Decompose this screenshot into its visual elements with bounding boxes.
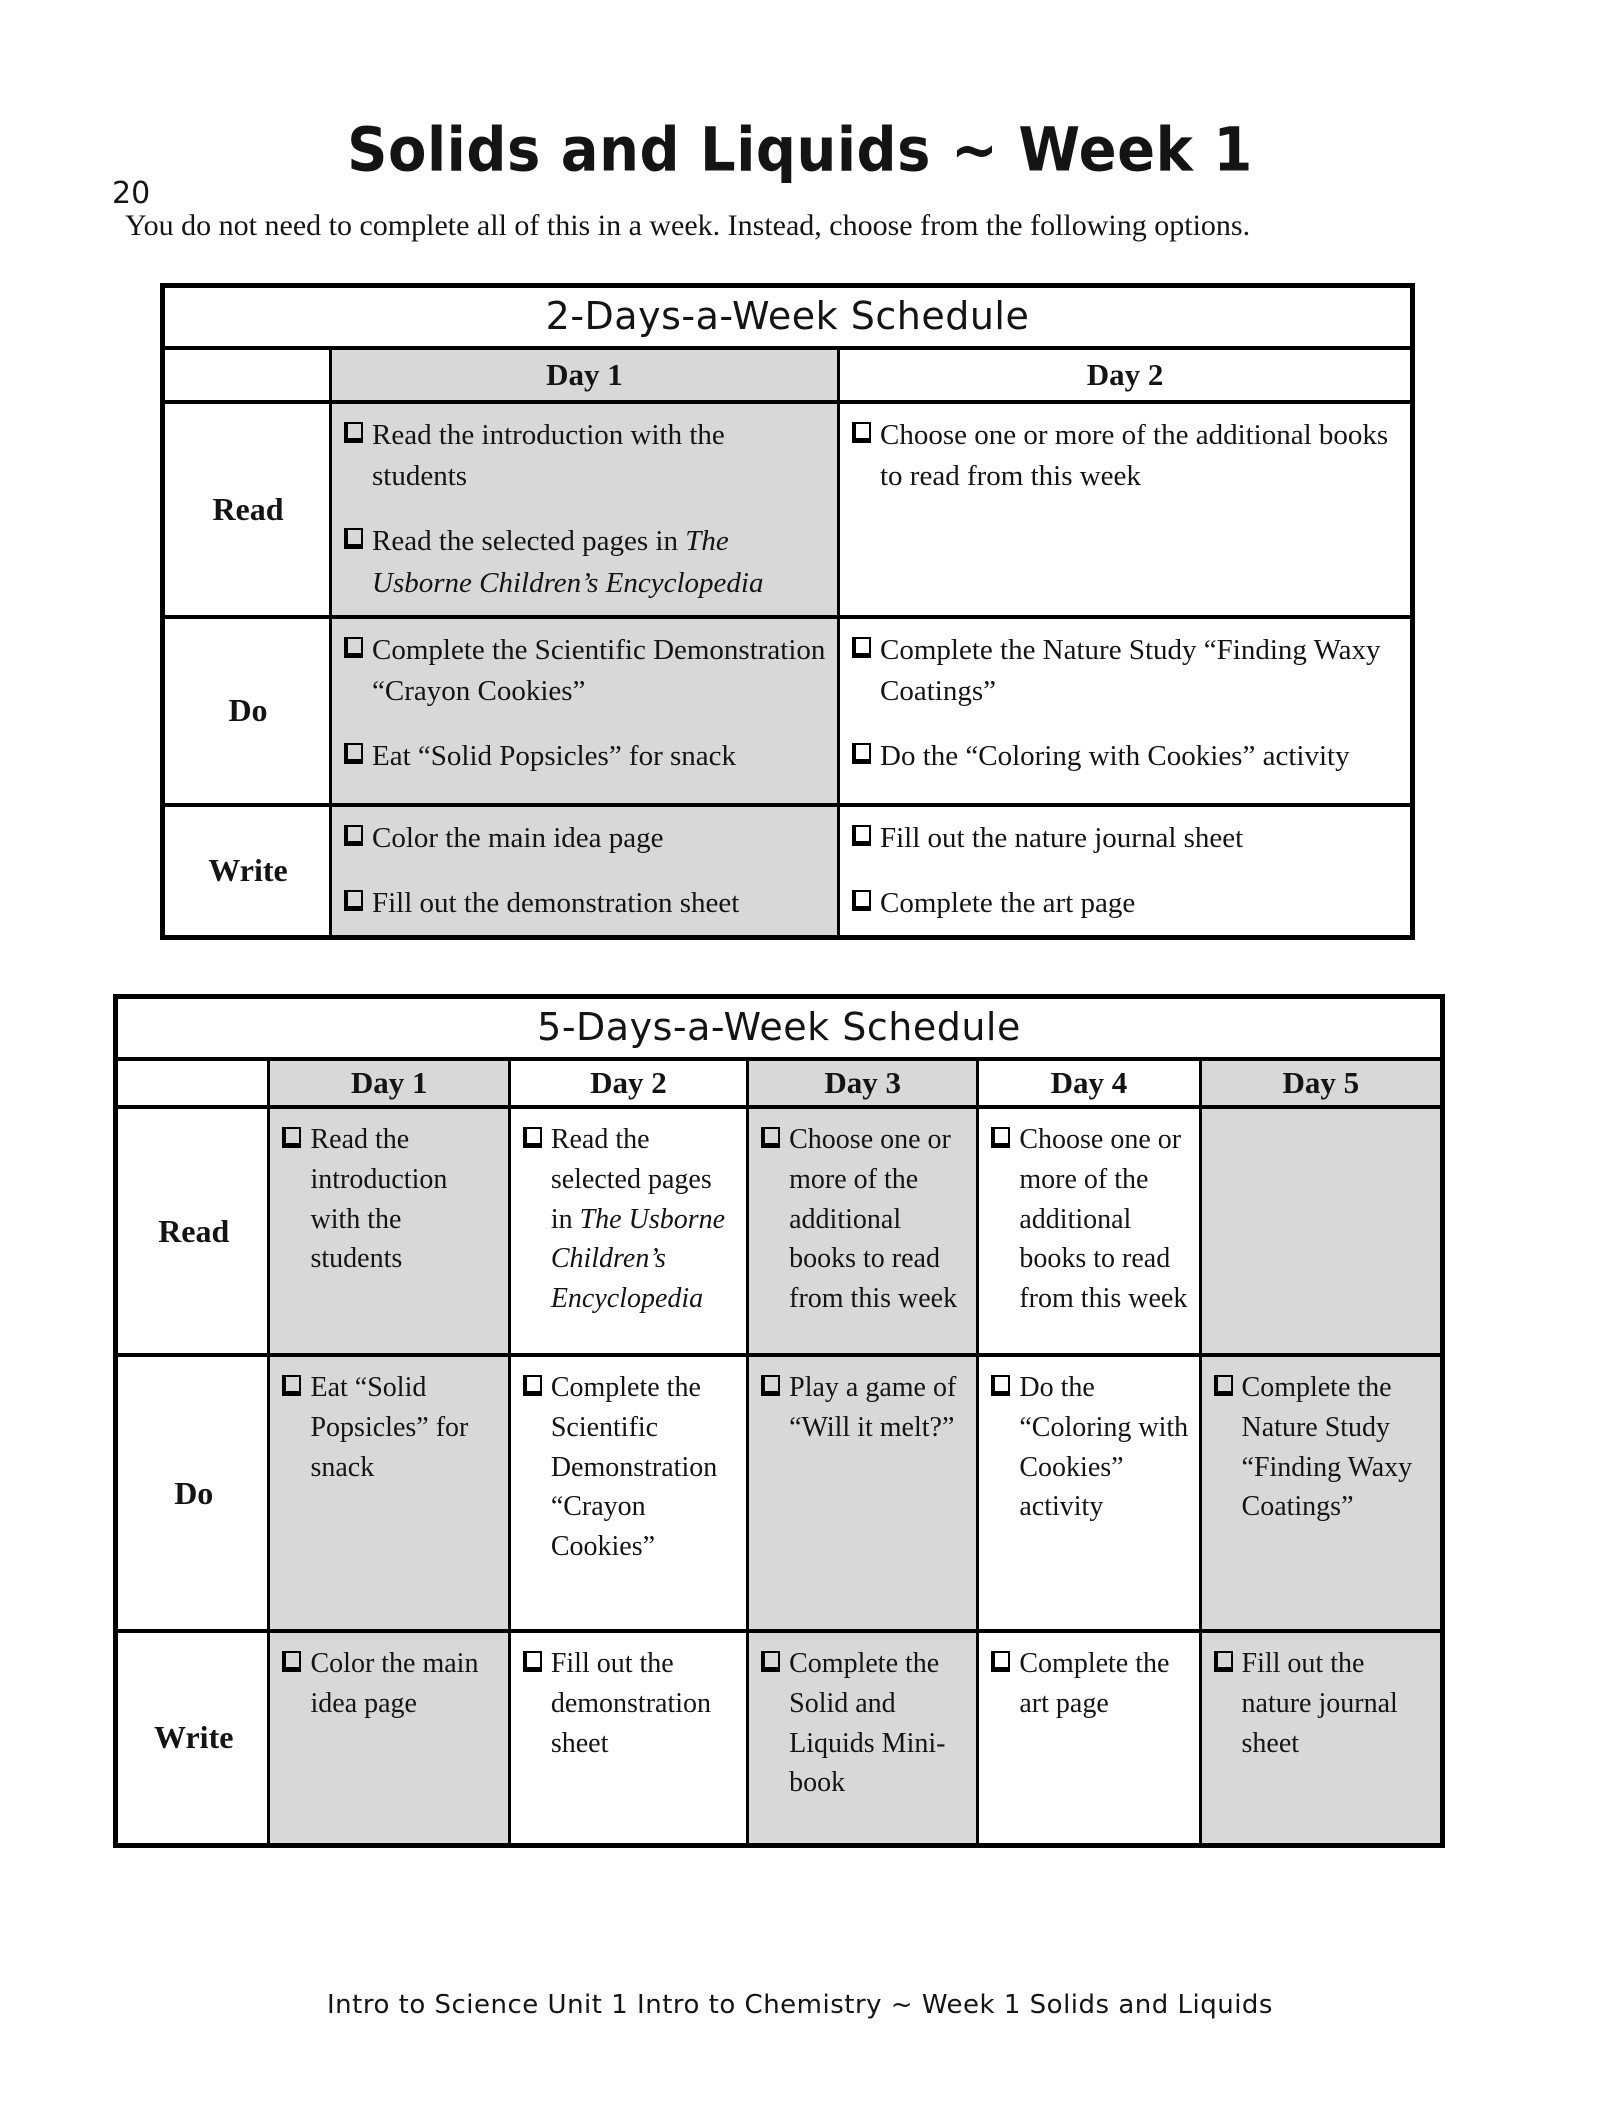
checklist-item [344,883,827,924]
item-text-segment: Complete the art page [880,886,1136,919]
item-text-segment: Eat “Solid Popsicles” for snack [372,740,737,773]
checklist-item [852,883,1400,924]
checklist-item [852,415,1400,497]
day-header: Day 2 [839,348,1413,402]
checklist-item [344,736,827,777]
book-title-text: The Usborne Children’s Encyclopedia [372,525,764,599]
checklist-item [523,1368,736,1567]
table-row [163,805,1413,938]
item-text-segment: Fill out the nature journal sheet [1241,1648,1398,1759]
schedule-cell [748,1355,978,1631]
checklist-item [344,630,827,712]
schedule-cell [509,1355,747,1631]
page-number: 20 [112,176,151,211]
schedule-cell [748,1631,978,1845]
checkbox-icon [761,1375,780,1396]
schedule-cell [839,805,1413,938]
checklist-item-text [880,818,1243,859]
checkbox-icon [282,1127,301,1148]
checklist-item-text [372,818,664,859]
schedule-cell [978,1631,1200,1845]
table-row [116,1355,1443,1631]
item-text-segment: Do the “Coloring with Cookies” activity [1019,1372,1189,1523]
schedule-cell [269,1107,509,1355]
checkbox-icon [852,890,871,911]
checkbox-icon [344,422,363,443]
row-label: Read [116,1107,269,1355]
item-text-segment: Complete the Nature Study “Finding Waxy Coatings” [880,633,1381,707]
checkbox-icon [1214,1375,1233,1396]
checklist-item [761,1120,966,1319]
item-text-segment: Fill out the demonstration sheet [372,886,740,919]
checkbox-icon [282,1651,301,1672]
checklist-item [344,521,827,603]
day-header: Day 4 [978,1059,1200,1107]
checklist-item [1214,1644,1430,1763]
intro-text: You do not need to complete all of this in a week. Instead, choose from the following options. [125,209,1251,242]
item-text-segment: Choose one or more of the additional books to read from this week [1019,1124,1188,1315]
checklist-item [282,1368,497,1487]
item-text-segment: Choose one or more of the additional books to read from this week [880,419,1389,493]
checklist-item-text [372,630,827,712]
table-title-row [163,286,1413,349]
item-text-segment: Read the introduction with the students [372,419,725,493]
schedule-cell [978,1355,1200,1631]
checklist-item [852,736,1400,777]
item-text-segment: Complete the Scientific Demonstration “Crayon Cookies” [372,633,826,707]
item-text-segment: Do the “Coloring with Cookies” activity [880,740,1350,773]
checklist-item-text [880,736,1350,777]
row-label: Read [163,402,331,617]
item-text-segment: Read the selected pages in [372,525,686,558]
day-header-row [163,348,1413,402]
item-text-segment: Fill out the demonstration sheet [550,1648,712,1759]
table-row [163,402,1413,617]
checklist-item-text [789,1120,966,1319]
checklist-item [852,630,1400,712]
checkbox-icon [761,1651,780,1672]
schedule-cell [839,402,1413,617]
item-text-segment: Color the main idea page [372,821,664,854]
checklist-item [761,1644,966,1803]
item-text-segment: Fill out the nature journal sheet [880,821,1244,854]
checklist-item-text [372,883,739,924]
table-title: 2-Days-a-Week Schedule [163,286,1413,349]
checklist-item-text [1019,1644,1188,1724]
schedule-cell [1200,1355,1442,1631]
checkbox-icon [852,743,871,764]
checklist-item [761,1368,966,1448]
checklist-item [991,1644,1188,1724]
table-title-row [116,997,1443,1060]
checkbox-icon [344,528,363,549]
day-header: Day 3 [748,1059,978,1107]
item-text-segment: Complete the Scientific Demonstration “Crayon Cookies” [550,1372,718,1563]
schedule-cell [1200,1631,1442,1845]
checklist-item-text [310,1368,497,1487]
day-header: Day 1 [269,1059,509,1107]
checkbox-icon [852,825,871,846]
checkbox-icon [991,1127,1010,1148]
checklist-item-text [551,1644,736,1763]
corner-cell [163,348,331,402]
checklist-item [344,818,827,859]
checklist-item [852,818,1400,859]
checklist-item [991,1368,1188,1527]
day-header: Day 5 [1200,1059,1442,1107]
schedule-cell [839,617,1413,805]
schedule-cell [509,1631,747,1845]
checklist-item [1214,1368,1430,1527]
checkbox-icon [523,1651,542,1672]
table-row [116,1631,1443,1845]
checklist-item [344,415,827,497]
checklist-item [282,1120,497,1279]
day-header: Day 1 [331,348,839,402]
schedule-table [160,283,1415,940]
schedule-cell [331,402,839,617]
schedule-table [113,994,1445,1848]
checklist-item-text [880,415,1400,497]
footer-text: Intro to Science Unit 1 Intro to Chemistry ~ Week 1 Solids and Liquids [327,1990,1273,2020]
checklist-item [523,1644,736,1763]
checklist-item-text [310,1644,497,1724]
checkbox-icon [344,637,363,658]
checklist-item-text [1242,1368,1430,1527]
checklist-item-text [310,1120,497,1279]
item-text-segment: Play a game of “Will it melt?” [789,1372,957,1443]
day-header: Day 2 [509,1059,747,1107]
checkbox-icon [344,743,363,764]
checklist-item-text [789,1368,966,1448]
checklist-item-text [551,1120,736,1319]
checklist-item [282,1644,497,1724]
checklist-item-text [1242,1644,1430,1763]
checklist-item [991,1120,1188,1319]
schedule-cell [331,617,839,805]
checklist-item-text [1019,1120,1188,1319]
checklist-item-text [551,1368,736,1567]
item-text-segment: Complete the Nature Study “Finding Waxy Coatings” [1241,1372,1413,1523]
table-row [116,1107,1443,1355]
checklist-item-text [880,630,1400,712]
row-label: Do [163,617,331,805]
checkbox-icon [991,1375,1010,1396]
checkbox-icon [991,1651,1010,1672]
checkbox-icon [523,1127,542,1148]
book-title-text: The Usborne Children’s Encyclopedia [550,1203,726,1315]
table-row [163,617,1413,805]
schedule-cell [269,1355,509,1631]
checkbox-icon [852,422,871,443]
checklist-item-text [372,521,827,603]
checklist-item [523,1120,736,1319]
schedule-cell [978,1107,1200,1355]
schedule-cell [331,805,839,938]
row-label: Do [116,1355,269,1631]
item-text-segment: Complete the Solid and Liquids Mini-book [789,1648,946,1799]
checkbox-icon [523,1375,542,1396]
checklist-item-text [880,883,1135,924]
schedule-cell [748,1107,978,1355]
checkbox-icon [344,825,363,846]
checkbox-icon [282,1375,301,1396]
item-text-segment: Color the main idea page [310,1648,479,1719]
checklist-item-text [372,736,736,777]
table-title: 5-Days-a-Week Schedule [116,997,1443,1060]
checkbox-icon [344,890,363,911]
checkbox-icon [761,1127,780,1148]
item-text-segment: Read the selected pages in [550,1124,712,1235]
checklist-item-text [789,1644,966,1803]
checklist-item-text [372,415,827,497]
row-label: Write [163,805,331,938]
schedule-cell [1200,1107,1442,1355]
corner-cell [116,1059,269,1107]
item-text-segment: Complete the art page [1019,1648,1170,1719]
schedule-tables-container [0,283,1600,1848]
checkbox-icon [852,637,871,658]
item-text-segment: Choose one or more of the additional books to read from this week [789,1124,958,1315]
item-text-segment: Read the introduction with the students [310,1124,448,1275]
checklist-item-text [1019,1368,1188,1527]
checkbox-icon [1214,1651,1233,1672]
page-title: Solids and Liquids ~ Week 1 [347,115,1253,186]
schedule-cell [509,1107,747,1355]
schedule-cell [269,1631,509,1845]
item-text-segment: Eat “Solid Popsicles” for snack [310,1372,469,1483]
row-label: Write [116,1631,269,1845]
day-header-row [116,1059,1443,1107]
